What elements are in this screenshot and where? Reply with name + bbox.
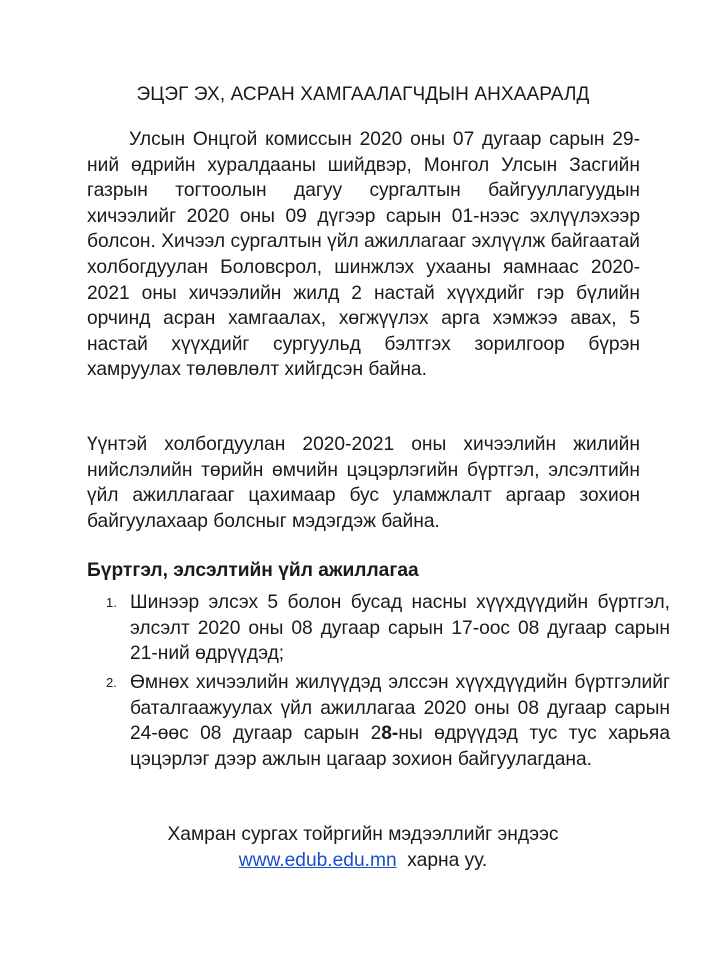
list-item-1-text: Шинээр элсэх 5 болон бусад насны хүүхдүүдийн бүртгэл, элсэлт 2020 оны 08 дугаар сарын 17-оос 08 дугаар сарын 21-ний өдрүүдэд; <box>130 592 670 665</box>
list-item-1 <box>100 590 670 667</box>
list-marker-1: 1. <box>106 595 117 610</box>
paragraph-announcement: Үүнтэй холбогдуулан 2020-2021 оны хичээлийн жилийн нийслэлийн төрийн өмчийн цэцэрлэгийн бүртгэл, элсэлтийн үйл ажиллагааг цахимаар бус уламжлалт аргаар зохион байгуулахаар болсныг мэдэгдэж байна. <box>87 434 640 532</box>
document-title: ЭЦЭГ ЭХ, АСРАН ХАМГААЛАГЧДЫН АНХААРАЛД <box>136 84 590 105</box>
footer-line-1: Хамран сургах тойргийн мэдээллийг эндээс <box>167 824 559 845</box>
paragraph-intro: Улсын Онцгой комиссын 2020 оны 07 дугаар сарын 29-ний өдрийн хуралдааны шийдвэр, Монгол Улсын Засгийн газрын тогтоолын дагуу сургалтын байгууллагуудын хичээлийг 2020 оны 09 дүгээр сарын 01-нээс эхлүүлэхээр болсон. Хичээл сургалтын үйл ажиллагааг эхлүүлж байгаатай холбогдуулан Боловсрол, шинжлэх ухааны яамнаас 2020-2021 оны хичээлийн жилд 2 настай хүүхдийг гэр бүлийн орчинд асран хамгаалах, хөгжүүлэх арга хэмжээ авах, 5 настай хүүхдийг сургуульд бэлтгэх зорилгоор бүрэн хамруулах төлөвлөлт хийгдсэн байна. <box>87 129 640 381</box>
section-heading: Бүртгэл, элсэлтийн үйл ажиллагаа <box>87 560 419 581</box>
list-marker-2: 2. <box>106 675 117 690</box>
list-item-2-text-bold: 8- <box>381 723 399 745</box>
list-item-2 <box>100 670 670 772</box>
footer-line-2 <box>0 848 726 874</box>
list-item-2-text-after: ны өдрүүдэд тус тус харьяа цэцэрлэг дээр ажлын цагаар зохион байгуулагдана. <box>130 723 670 770</box>
footer-line-2-suffix: харна уу. <box>396 850 488 871</box>
edub-website-link[interactable]: www.edub.edu.mn <box>238 850 397 871</box>
list-item-2-text-before: Өмнөх хичээлийн жилүүдэд элссэн хүүхдүүдийн бүртгэлийг баталгаажуулах үйл ажиллагаа 2020 оны 08 дугаар сарын 24-өөс 08 дугаар сарын 2 <box>130 672 670 745</box>
